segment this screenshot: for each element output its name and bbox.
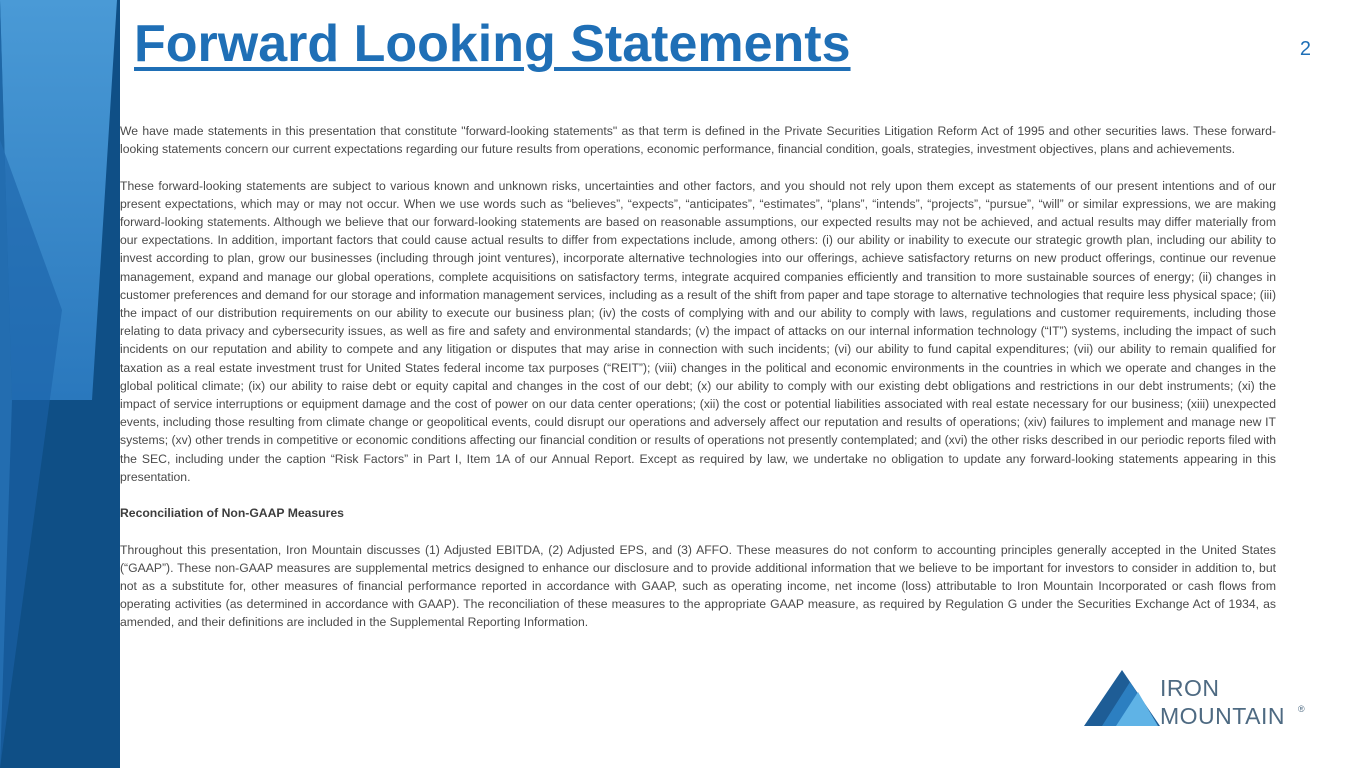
decorative-side-band bbox=[0, 0, 120, 768]
logo-text-iron: IRON bbox=[1160, 675, 1220, 701]
intro-paragraph: We have made statements in this presentation that constitute "forward-looking statements" as that term is defined in the Private Securities Litigation Reform Act of 1995 and other securities laws. These forward-looking statements concern our current expectations regarding our future results from operations, economic performance, financial condition, goals, strategies, investment objectives, plans and achievements. bbox=[120, 124, 1276, 157]
non-gaap-paragraph: Throughout this presentation, Iron Mountain discusses (1) Adjusted EBITDA, (2) Adjusted EPS, and (3) AFFO. These measures do not conform to accounting principles generally accepted in the United States (“GAAP”). These non-GAAP measures are supplemental metrics designed to enhance our disclosure and to provide additional information that we believe to be important for investors to consider in addition to, but not as a substitute for, other measures of financial performance reported in accordance with GAAP, such as operating income, net income (loss) attributable to Iron Mountain Incorporated or cash flows from operating activities (as determined in accordance with GAAP). The reconciliation of these measures to the appropriate GAAP measure, as required by Regulation G under the Securities Exchange Act of 1934, as amended, and their definitions are included in the Supplemental Reporting Information. bbox=[120, 542, 1276, 630]
page-number: 2 bbox=[1299, 38, 1311, 60]
disclaimer-body bbox=[120, 122, 1276, 650]
registered-mark: ® bbox=[1298, 704, 1305, 714]
risk-factors-paragraph: These forward-looking statements are subject to various known and unknown risks, uncertainties and other factors, and you should not rely upon them except as statements of our present intentions and of our present expectations, which may or may not occur. When we use words such as “believes”, “expects”, “anticipates”, “estimates”, “plans”, “intends”, “projects”, “pursue”, “will” or similar expressions, we are making forward-looking statements. Although we believe that our forward-looking statements are based on reasonable assumptions, our expected results may not be achieved, and actual results may differ materially from our expectations. In addition, important factors that could cause actual results to differ from expectations include, among others: (i) our ability or inability to execute our strategic growth plan, including our ability to invest according to plan, grow our businesses (including through joint ventures), incorporate alternative technologies into our offerings, achieve satisfactory returns on new product offerings, continue our revenue management, expand and manage our global operations, complete acquisitions on satisfactory terms, integrate acquired companies efficiently and transition to more sustainable sources of energy; (ii) changes in customer preferences and demand for our storage and information management services, including as a result of the shift from paper and tape storage to alternative technologies that require less physical space; (iii) the impact of our distribution requirements on our ability to execute our business plan; (iv) the costs of complying with and our ability to comply with laws, regulations and customer requirements, including those relating to data privacy and cybersecurity issues, as well as fire and safety and environmental standards; (v) the impact of attacks on our internal information technology (“IT”) systems, including the impact of such incidents on our reputation and ability to compete and any litigation or disputes that may arise in connection with such incidents; (vi) our ability to fund capital expenditures; (vii) our ability to remain qualified for taxation as a real estate investment trust for United States federal income tax purposes (“REIT”); (viii) changes in the political and economic environments in the countries in which we operate and changes in the global political climate; (ix) our ability to raise debt or equity capital and changes in the cost of our debt; (x) our ability to comply with our existing debt obligations and restrictions in our debt instruments; (xi) the impact of service interruptions or equipment damage and the cost of power on our data center operations; (xii) the cost or potential liabilities associated with real estate necessary for our business; (xiii) unexpected events, including those resulting from climate change or geopolitical events, could disrupt our operations and adversely affect our reputation and results of operations; (xiv) failures to implement and manage new IT systems; (xv) other trends in competitive or economic conditions affecting our financial condition or results of operations not presently contemplated; and (xvi) the other risks described in our periodic reports filed with the SEC, including under the caption “Risk Factors” in Part I, Item 1A of our Annual Report. Except as required by law, we undertake no obligation to update any forward-looking statements appearing in this presentation. bbox=[120, 178, 1276, 484]
page-title: Forward Looking Statements bbox=[134, 15, 851, 73]
logo-text-mountain: MOUNTAIN bbox=[1160, 703, 1285, 729]
non-gaap-heading: Reconciliation of Non-GAAP Measures bbox=[120, 506, 344, 521]
